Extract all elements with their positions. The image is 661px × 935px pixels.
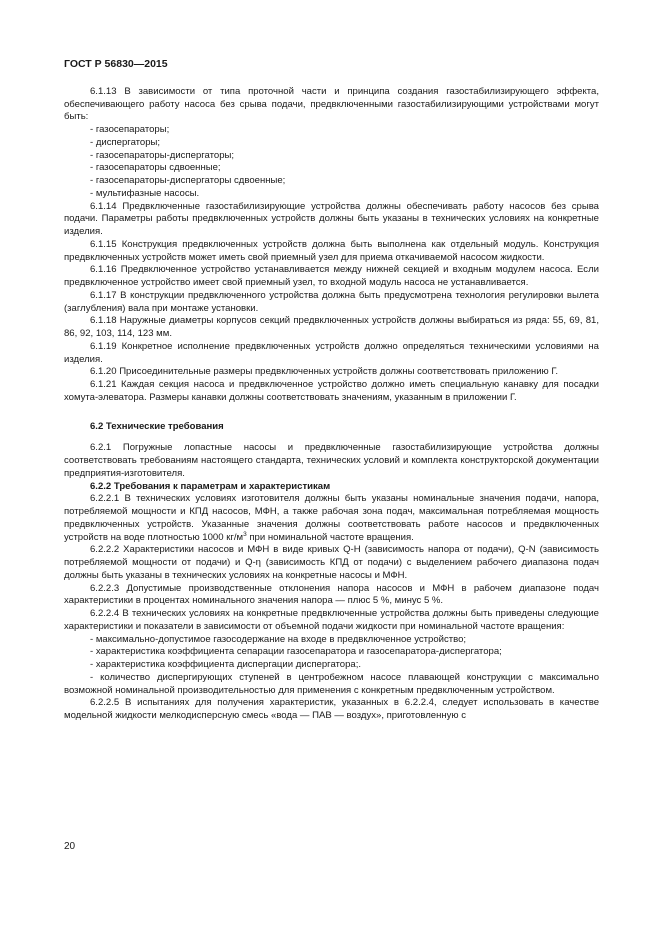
paragraph-6-1-16: 6.1.16 Предвключенное устройство устанавливается между нижней секцией и входным модулем насоса. Если предвключенное устройство имеет свой приемный узел, то входной модуль насоса не устанавливается. [64, 264, 599, 288]
list-item: - характеристика коэффициента диспергации диспергатора;. [90, 659, 362, 670]
list-item: - газосепараторы-диспергаторы; [90, 149, 235, 161]
list-item: - характеристика коэффициента сепарации газосепаратора и газосепаратора-диспергатора; [90, 646, 502, 658]
paragraph-6-2-1: 6.2.1 Погружные лопастные насосы и предвключенные газостабилизирующие устройства должны соответствовать требованиям настоящего стандарта, технических условий и комплекта конструкторской документации предприятия-изготовителя. [64, 442, 599, 479]
paragraph-6-2-2-5: 6.2.2.5 В испытаниях для получения характеристик, указанных в 6.2.2.4, следует использовать в качестве модельной жидкости мелкодисперсную смесь «вода — ПАВ — воздух», приготовленную с [64, 697, 599, 721]
page-number: 20 [64, 841, 76, 852]
paragraph-6-1-15: 6.1.15 Конструкция предвключенных устройств должна быть выполнена как отдельный модуль. Конструкция предвключенных устройств может иметь свой приемный узел для приема откачиваемой насосом жидкости. [64, 238, 599, 263]
paragraph-6-1-17: 6.1.17 В конструкции предвключенного устройства должна быть предусмотрена технология регулировки вылета (заглубления) вала при монтаже установки. [64, 289, 599, 314]
section-heading-6-2: 6.2 Технические требования [90, 420, 224, 432]
paragraph-6-1-21: 6.1.21 Каждая секция насоса и предвключенное устройство должно иметь специальную канавку для посадки хомута-элеватора. Размеры канавки должны соответствовать значениям, указанным в приложении Г. [64, 379, 599, 403]
paragraph-6-1-13: 6.1.13 В зависимости от типа проточной части и принципа создания газостабилизирующего эффекта, обеспечивающего работу насоса без срыва подачи, предвключенными газостабилизирующими устройствами могут быть: [64, 85, 599, 123]
subsection-heading-6-2-2: 6.2.2 Требования к параметрам и характеристикам [90, 480, 331, 492]
list-item: - мультифазные насосы. [90, 187, 200, 199]
list-item: - газосепараторы сдвоенные; [90, 162, 221, 174]
paragraph-6-2-2-1 [64, 493, 599, 544]
paragraph-6-1-14: 6.1.14 Предвключенные газостабилизирующие устройства должны обеспечивать работу насосов без срыва подачи. Параметры работы предвключенных устройств должны быть указаны в технических условиях на конкретные изделия. [64, 200, 599, 237]
paragraph-6-2-2-3: 6.2.2.3 Допустимые производственные отклонения напора насосов и МФН в рабочем диапазоне подач характеристики в процентах номинального значения напора — плюс 5 %, минус 5 %. [64, 582, 599, 607]
list-item: - количество диспергирующих ступеней в центробежном насосе плавающей конструкции с максимально возможной номинальной производительностью для применения с конкретным предвключенным устройством. [64, 671, 599, 696]
paragraph-6-1-20: 6.1.20 Присоединительные размеры предвключенных устройств должны соответствовать приложению Г. [90, 366, 559, 378]
paragraph-text: 6.2.2.1 В технических условиях изготовителя должны быть указаны номинальные значения подачи, напора, потребляемой мощности и КПД насосов, МФН, а также рабочая зона подач, максимальная потребляемая мощность предвключенных устройств. Указанные значения должны соответствовать работе насосов и предвключенных устройств на воде плотностью 1000 кг/м [64, 493, 599, 543]
paragraph-6-1-18: 6.1.18 Наружные диаметры корпусов секций предвключенных устройств должны выбираться из ряда: 55, 69, 81, 86, 92, 103, 114, 123 мм. [64, 315, 599, 339]
paragraph-text: при номинальной частоте вращения. [246, 531, 414, 543]
paragraph-6-2-2-2: 6.2.2.2 Характеристики насосов и МФН в виде кривых Q-H (зависимость напора от подачи), Q-N (зависимость потребляемой мощности от подачи) и Q-η (зависимость КПД от подачи) с выделением рабочего диапазона подач должны быть указаны в технических условиях на конкретные насосы и МФН. [64, 544, 599, 581]
paragraph-6-2-2-4: 6.2.2.4 В технических условиях на конкретные предвключенные устройства должны быть приведены следующие характеристики и показатели в зависимости от объемной подачи жидкости при номинальной частоте вращения: [64, 608, 599, 632]
document-page [64, 58, 599, 723]
list-item: - газосепараторы-диспергаторы сдвоенные; [90, 175, 286, 186]
list-item: - газосепараторы; [90, 124, 170, 135]
paragraph-6-1-19: 6.1.19 Конкретное исполнение предвключенных устройств должно определяться техническими условиями на изделия. [64, 340, 599, 365]
standard-header: ГОСТ Р 56830—2015 [64, 58, 168, 70]
superscript: 3 [243, 530, 247, 538]
list-item: - диспергаторы; [90, 136, 161, 148]
list-item: - максимально-допустимое газосодержание на входе в предвключенное устройство; [90, 633, 467, 645]
